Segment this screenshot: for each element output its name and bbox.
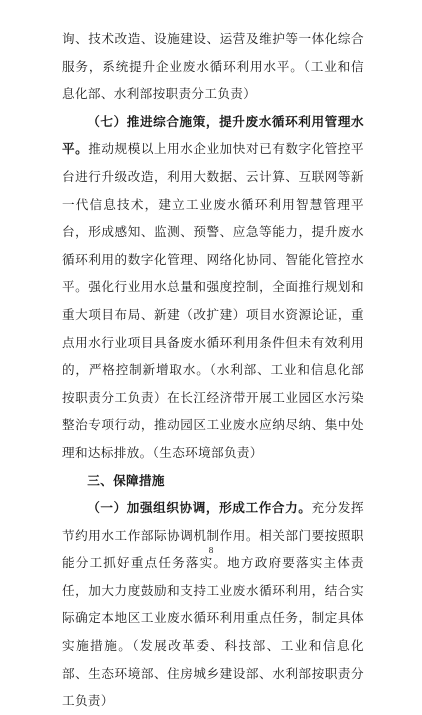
item-7-heading: （七）推进综合施策，提升废水循环利用管理水平。	[62, 113, 364, 157]
item-7-body: 推动规模以上用水企业加快对已有数字化管控平台进行升级改造，利用大数据、云计算、互联网等新一代信息技术，建立工业废水循环利用智慧管理平台，形成感知、监测、预警、应急等能力，提升废水循环利用的数字化管理、网络化协同、智能化管控水平。强化行业用水总量和强度控制，全面推行规划和重大项目布局、新建（改扩建）项目水资源论证，重点用水行业项目具备废水循环利用条件但未有效利用的，严格控制新增取水。（水利部、工业和信息化部按职责分工负责）在长江经济带开展工业园区水污染整治专项行动，推动园区工业废水应纳尽纳、集中处理和达标排放。（生态环境部负责）	[62, 141, 364, 460]
document-body	[62, 25, 364, 715]
item-1-heading: （一）加强组织协调，形成工作合力。	[87, 500, 312, 516]
paragraph-item-7	[62, 108, 364, 467]
item-1-body: 充分发挥节约用水工作部际协调机制作用。相关部门要按照职能分工抓好重点任务落实。地方政府要落实主体责任，加大力度鼓励和支持工业废水循环利用，结合实际确定本地区工业废水循环利用重点任务，制定具体实施措施。（发展改革委、科技部、工业和信息化部、生态环境部、住房城乡建设部、水利部按职责分工负责）	[62, 500, 364, 709]
page-number: 8	[208, 546, 214, 555]
paragraph-continued: 询、技术改造、设施建设、运营及维护等一体化综合服务，系统提升企业废水循环利用水平。（工业和信息化部、水利部按职责分工负责）	[62, 31, 364, 102]
paragraph-item-1	[62, 494, 364, 715]
section-heading: 三、保障措施	[87, 472, 165, 488]
